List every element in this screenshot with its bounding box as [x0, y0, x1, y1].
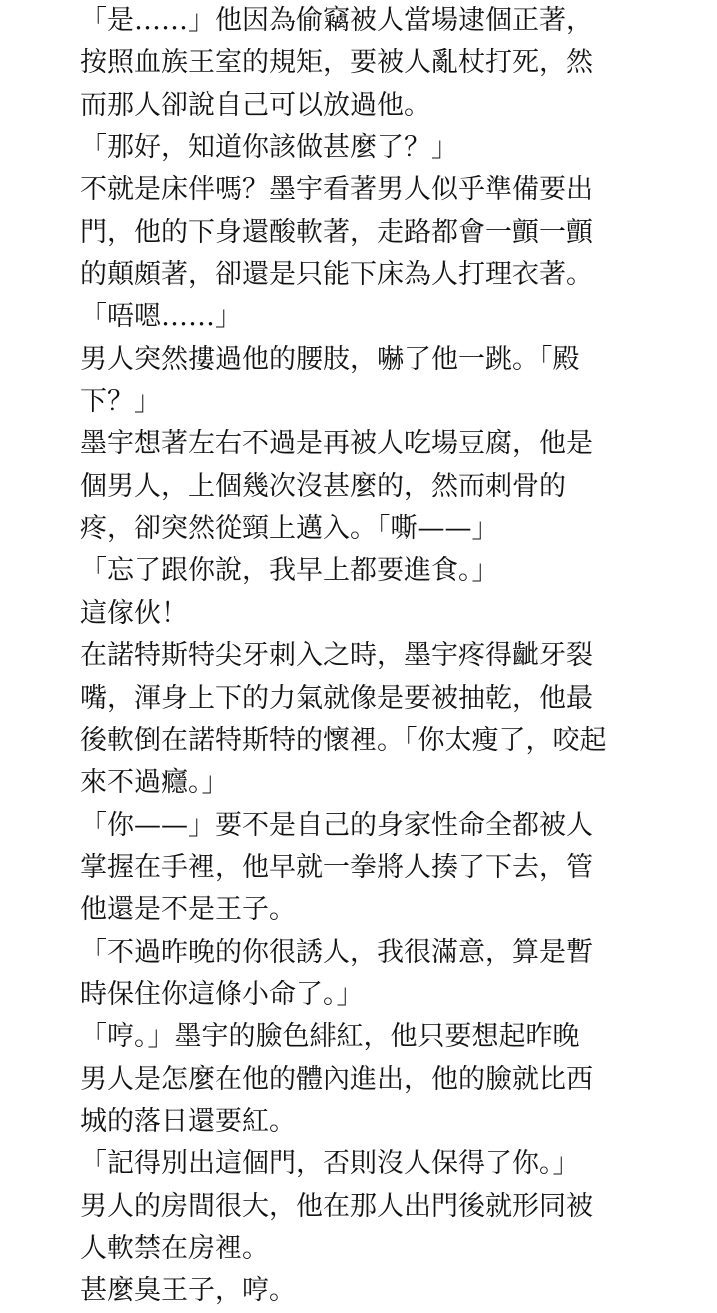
text-line: 男人的房間很大，他在那人出門後就形同被 [80, 1190, 593, 1222]
text-line: 掌握在手裡，他早就一拳將人揍了下去，管 [80, 851, 593, 883]
text-line: 疼，卻突然從頸上邁入。「嘶——」 [80, 513, 499, 545]
text-line: 「忘了跟你說，我早上都要進食。」 [80, 555, 499, 587]
text-line: 墨宇想著左右不過是再被人吃場豆腐，他是 [80, 428, 593, 460]
text-line: 不就是床伴嗎？墨宇看著男人似乎準備要出 [80, 174, 593, 206]
text-line: 甚麼臭王子，哼。 [80, 1275, 296, 1307]
text-line: 城的落日還要紅。 [80, 1105, 296, 1137]
text-line: 嘴，渾身上下的力氣就像是要被抽乾，他最 [80, 682, 593, 714]
text-line: 人軟禁在房裡。 [80, 1232, 269, 1264]
text-line: 男人突然摟過他的腰肢，嚇了他一跳。「殿 [80, 343, 580, 375]
text-line: 時保住你這條小命了。」 [80, 978, 364, 1010]
text-line: 「你——」要不是自己的身家性命全都被人 [80, 809, 593, 841]
text-line: 「記得別出這個門，否則沒人保得了你。」 [80, 1148, 580, 1180]
story-text [80, 0, 700, 1313]
text-line: 後軟倒在諾特斯特的懷裡。「你太瘦了，咬起 [80, 724, 607, 756]
text-line: 而那人卻說自己可以放過他。 [80, 89, 431, 121]
text-line: 「不過昨晚的你很誘人，我很滿意，算是暫 [80, 936, 593, 968]
text-line: 「是……」他因為偷竊被人當場逮個正著， [80, 5, 593, 36]
text-line: 個男人，上個幾次沒甚麼的，然而刺骨的 [80, 470, 566, 502]
text-line: 這傢伙！ [80, 597, 188, 629]
text-line: 按照血族王室的規矩，要被人亂杖打死，然 [80, 47, 593, 79]
text-line: 的顛頗著，卻還是只能下床為人打理衣著。 [80, 259, 593, 291]
text-line: 在諾特斯特尖牙刺入之時，墨宇疼得齜牙裂 [80, 640, 593, 672]
text-line: 來不過癮。」 [80, 767, 229, 799]
text-line: 「哼。」墨宇的臉色緋紅，他只要想起昨晚 [80, 1021, 580, 1053]
text-line: 男人是怎麼在他的體內進出，他的臉就比西 [80, 1063, 593, 1095]
text-line: 下？」 [80, 386, 161, 418]
text-line: 「那好，知道你該做甚麼了？」 [80, 132, 458, 164]
text-line: 「唔嗯……」 [80, 301, 242, 333]
text-line: 他還是不是王子。 [80, 894, 296, 926]
text-line: 門，他的下身還酸軟著，走路都會一顫一顫 [80, 216, 593, 248]
